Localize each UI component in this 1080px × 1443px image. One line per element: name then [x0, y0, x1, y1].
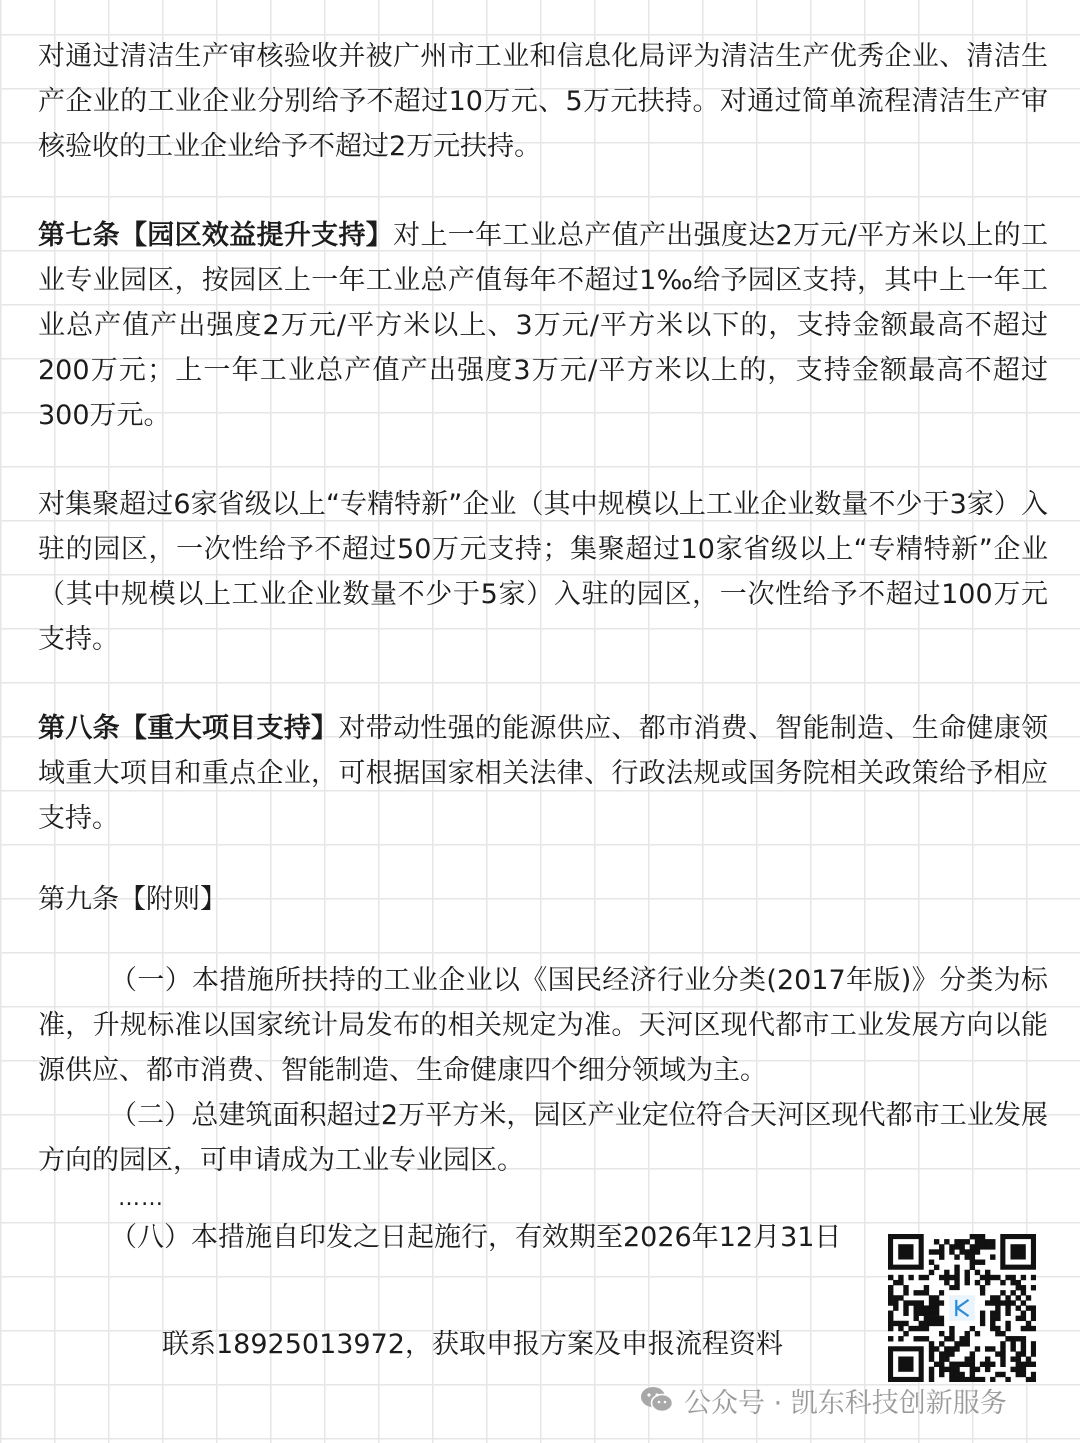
- qr-code-icon: [888, 1234, 1036, 1382]
- document-body: [38, 34, 1048, 1260]
- appendix-item-2: （二）总建筑面积超过2万平方米，园区产业定位符合天河区现代都市工业发展方向的园区，可申请成为工业专业园区。: [38, 1100, 1048, 1176]
- article-8: [38, 706, 1048, 841]
- contact-line: 联系18925013972，获取申报方案及申报流程资料: [162, 1329, 783, 1360]
- wechat-icon: [640, 1385, 674, 1415]
- paragraph-specialized-enterprises: 对集聚超过6家省级以上“专精特新”企业（其中规模以上工业企业数量不少于3家）入驻的园区，一次性给予不超过50万元支持；集聚超过10家省级以上“专精特新”企业（其中规模以上工业企业数量不少于5家）入驻的园区，一次性给予不超过100万元支持。: [38, 489, 1048, 655]
- article-8-title: 第八条【重大项目支持】: [38, 713, 339, 744]
- article-9-title: 第九条【附则】: [38, 884, 227, 915]
- article-7-title: 第七条【园区效益提升支持】: [38, 220, 394, 251]
- paragraph-clean-production: 对通过清洁生产审核验收并被广州市工业和信息化局评为清洁生产优秀企业、清洁生产企业的工业企业分别给予不超过10万元、5万元扶持。对通过简单流程清洁生产审核验收的工业企业给予不超过2万元扶持。: [38, 41, 1048, 162]
- article-8-body: 对带动性强的能源供应、都市消费、智能制造、生命健康领域重大项目和重点企业，可根据国家相关法律、行政法规或国务院相关政策给予相应支持。: [38, 713, 1049, 834]
- watermark: [640, 1380, 1007, 1420]
- appendix-item-1: （一）本措施所扶持的工业企业以《国民经济行业分类(2017年版)》分类为标准，升规标准以国家统计局发布的相关规定为准。天河区现代都市工业发展方向以能源供应、都市消费、智能制造、生命健康四个细分领域为主。: [38, 965, 1048, 1086]
- article-7: [38, 213, 1048, 438]
- ellipsis: ……: [118, 1186, 164, 1211]
- watermark-text: 公众号 · 凯东科技创新服务: [684, 1387, 1007, 1419]
- appendix-item-8: （八）本措施自印发之日起施行，有效期至2026年12月31日: [110, 1222, 842, 1253]
- article-7-body: 对上一年工业总产值产出强度达2万元/平方米以上的工业专业园区，按园区上一年工业总产值每年不超过1‰给予园区支持，其中上一年工业总产值产出强度2万元/平方米以上、3万元/平方米以下的，支持金额最高不超过200万元；上一年工业总产值产出强度3万元/平方米以上的，支持金额最高不超过300万元。: [38, 220, 1049, 431]
